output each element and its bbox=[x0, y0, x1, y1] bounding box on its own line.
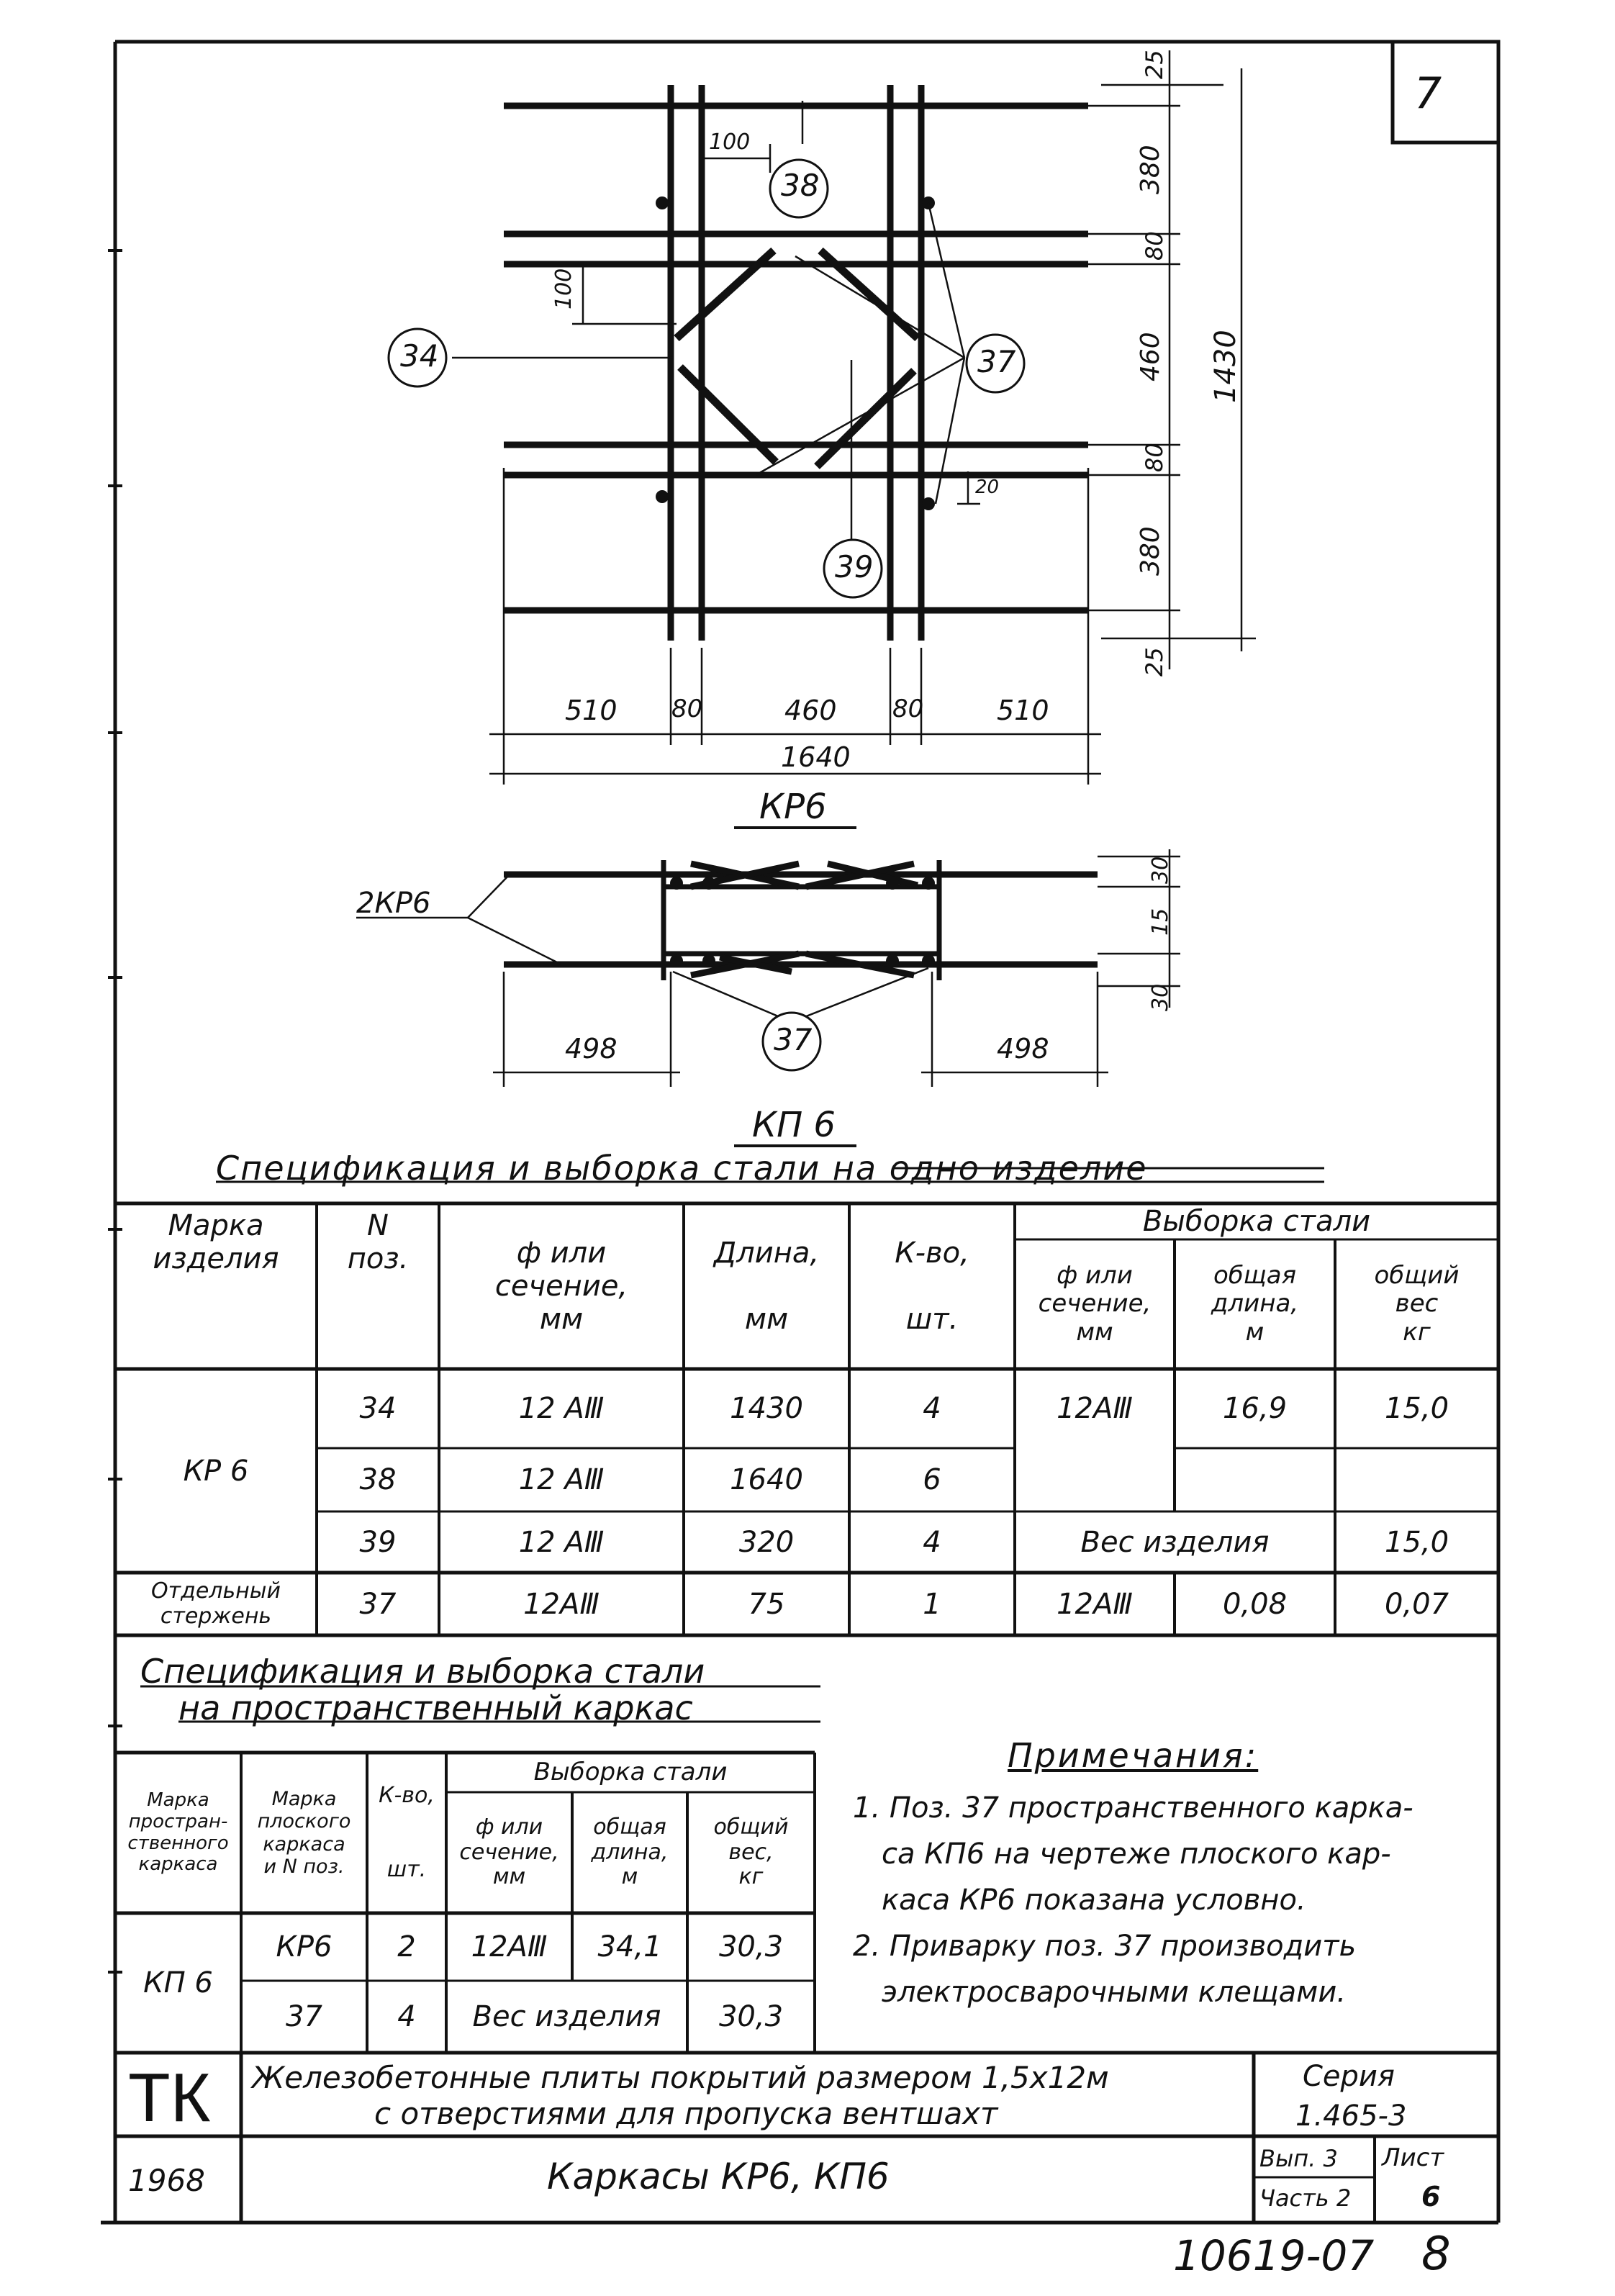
spec1-row3-qty: 4 bbox=[923, 1525, 941, 1559]
spec1-row1-section: 12 АⅢ bbox=[518, 1392, 605, 1425]
series-label: Серия bbox=[1303, 2060, 1395, 2093]
spec1-header-qty: К-во, шт. bbox=[895, 1237, 969, 1336]
dim-100-a: 100 bbox=[709, 130, 751, 155]
spec1-single-mark: Отдельный стержень bbox=[151, 1578, 281, 1629]
kp6-dim-30-top: 30 bbox=[1148, 856, 1173, 884]
kp6-dim-30-bottom: 30 bbox=[1148, 983, 1173, 1011]
dim-h-80-right: 80 bbox=[892, 695, 924, 723]
spec1-header-mark: Марка изделия bbox=[153, 1209, 279, 1275]
dim-h-total-1640: 1640 bbox=[781, 741, 851, 773]
spec2-header-qty: К-во, шт. bbox=[379, 1782, 435, 1882]
note-line: 2. Приварку поз. 37 производить bbox=[853, 1930, 1357, 1963]
spec1-single-qty: 1 bbox=[923, 1587, 941, 1621]
spec2-title-line2: на пространственный каркас bbox=[178, 1689, 693, 1727]
spec2-group-mark: КП 6 bbox=[143, 1966, 213, 1999]
spec2-row2-weight-label: Вес изделия bbox=[472, 2000, 661, 2033]
spec1-row1-qty: 4 bbox=[923, 1392, 941, 1425]
dim-h-510-left: 510 bbox=[565, 695, 618, 726]
spec2-row2-flat-mark: 37 bbox=[286, 2000, 322, 2033]
spec1-row3-weight-label: Вес изделия bbox=[1080, 1525, 1270, 1559]
spec2-row1-flat-mark: КР6 bbox=[276, 1930, 332, 1963]
spec1-header-steel-weight: общий вес кг bbox=[1374, 1261, 1460, 1347]
spec1-header-pos: N поз. bbox=[347, 1209, 409, 1275]
note-line: электросварочными клещами. bbox=[882, 1976, 1347, 2009]
kp6-diagonals bbox=[691, 864, 918, 975]
spec1-row3-section: 12 АⅢ bbox=[518, 1525, 605, 1559]
note-line: каса КР6 показана условно. bbox=[882, 1884, 1306, 1917]
page-number: 8 bbox=[1421, 2228, 1451, 2281]
notes-list bbox=[853, 1785, 1486, 2015]
spec2-header-steel-section: ф или сечение, мм bbox=[459, 1814, 559, 1890]
dim-v-total-1430: 1430 bbox=[1209, 330, 1242, 403]
spec2-row1-steel-weight: 30,3 bbox=[718, 1930, 784, 1963]
spec1-row2-pos: 38 bbox=[359, 1463, 397, 1496]
note-line: 1. Поз. 37 пространственного карка- bbox=[853, 1791, 1413, 1825]
kr6-diagonal-bars bbox=[677, 250, 918, 466]
kp6-dims bbox=[493, 849, 1180, 1146]
spec2-title-line1: Спецификация и выборка стали bbox=[140, 1652, 705, 1691]
spec1-row3-steel-weight: 15,0 bbox=[1384, 1525, 1449, 1559]
dim-v-460: 460 bbox=[1136, 332, 1165, 381]
kp6-dim-498-left: 498 bbox=[565, 1033, 618, 1065]
spec1-header-section: ф или сечение, мм bbox=[494, 1237, 628, 1336]
spec2-header-mark: Марка простран- ственного каркаса bbox=[127, 1789, 229, 1876]
spec1-row1-steel-weight: 15,0 bbox=[1384, 1392, 1449, 1425]
series-value: 1.465-3 bbox=[1295, 2100, 1407, 2133]
part: Часть 2 bbox=[1259, 2184, 1352, 2212]
spec1-row1-steel-section: 12АⅢ bbox=[1057, 1392, 1133, 1425]
spec1-header-steel-length: общая длина, м bbox=[1211, 1261, 1299, 1347]
year: 1968 bbox=[128, 2163, 205, 2198]
spec2-row2-steel-weight: 30,3 bbox=[718, 2000, 784, 2033]
spec1-row2-qty: 6 bbox=[923, 1463, 941, 1496]
spec1-single-length: 75 bbox=[748, 1587, 785, 1621]
dim-v-25-bottom: 25 bbox=[1141, 647, 1168, 677]
spec1-row3-pos: 39 bbox=[359, 1525, 397, 1559]
kp6-2kr6-label: 2КР6 bbox=[356, 887, 431, 920]
balloon-39-label: 39 bbox=[835, 549, 874, 584]
balloon-38-label: 38 bbox=[781, 168, 820, 203]
dim-v-25-top: 25 bbox=[1141, 50, 1168, 79]
issue: Вып. 3 bbox=[1259, 2145, 1338, 2172]
spec1-row1-length: 1430 bbox=[730, 1392, 803, 1425]
spec1-header-steel-section: ф или сечение, мм bbox=[1038, 1261, 1152, 1347]
project-title-line2: с отверстиями для пропуска вентшахт bbox=[374, 2096, 998, 2131]
spec1-row1-pos: 34 bbox=[359, 1392, 397, 1425]
spec1-single-section: 12АⅢ bbox=[523, 1587, 600, 1621]
spec1-title: Спецификация и выборка стали на одно изделие bbox=[216, 1149, 1148, 1188]
kp6-title: КП 6 bbox=[752, 1105, 836, 1145]
spec2-header-flat-mark: Марка плоского каркаса и N поз. bbox=[257, 1788, 351, 1878]
kr6-title: КР6 bbox=[759, 787, 827, 827]
spec1-single-steel-section: 12АⅢ bbox=[1057, 1587, 1133, 1621]
spec1-row3-length: 320 bbox=[738, 1525, 795, 1559]
spec1-group-mark: КР 6 bbox=[183, 1454, 249, 1488]
dim-v-380-top: 380 bbox=[1136, 145, 1165, 194]
position-balloons bbox=[389, 160, 1024, 1070]
spec2-row1-qty: 2 bbox=[397, 1930, 416, 1963]
spec2-row1-steel-section: 12АⅢ bbox=[471, 1930, 548, 1963]
sheet-label: Лист bbox=[1382, 2143, 1444, 2172]
balloon-34-label: 34 bbox=[400, 338, 439, 374]
dim-v-80-bottom: 80 bbox=[1141, 443, 1168, 472]
project-title-line1: Железобетонные плиты покрытий размером 1,5х12м bbox=[252, 2060, 1109, 2095]
sheet-number: 6 bbox=[1421, 2181, 1441, 2213]
doc-number: 10619-07 bbox=[1173, 2231, 1375, 2280]
spec1-header-steel: Выборка стали bbox=[1142, 1205, 1371, 1238]
spec2-row2-qty: 4 bbox=[397, 2000, 416, 2033]
sheet-corner-number: 7 bbox=[1414, 68, 1442, 119]
spec1-row2-length: 1640 bbox=[730, 1463, 803, 1496]
spec1-single-steel-length: 0,08 bbox=[1222, 1587, 1288, 1621]
dim-h-460: 460 bbox=[784, 695, 837, 726]
dim-100-b: 100 bbox=[551, 268, 576, 309]
kp6-balloon-37-label: 37 bbox=[774, 1022, 813, 1057]
spec1-single-pos: 37 bbox=[359, 1587, 397, 1621]
dim-20: 20 bbox=[975, 476, 1000, 498]
spec1-header-length: Длина, мм bbox=[713, 1237, 820, 1336]
kp6-dim-498-right: 498 bbox=[997, 1033, 1049, 1065]
note-line: са КП6 на чертеже плоского кар- bbox=[882, 1838, 1391, 1871]
kp6-leaders bbox=[356, 874, 928, 1022]
dim-h-80-left: 80 bbox=[671, 695, 703, 723]
kp6-dim-15: 15 bbox=[1148, 908, 1173, 936]
notes-title: Примечания: bbox=[1008, 1736, 1259, 1775]
spec1-row2-section: 12 АⅢ bbox=[518, 1463, 605, 1496]
spec2-row1-steel-length: 34,1 bbox=[597, 1930, 662, 1963]
dim-v-80-top: 80 bbox=[1141, 231, 1168, 261]
kr6-bottom-dim-chain bbox=[489, 468, 1101, 828]
spec1-single-steel-weight: 0,07 bbox=[1384, 1587, 1449, 1621]
org-code: ТК bbox=[128, 2059, 211, 2136]
spec2-header-steel-length: общая длина, м bbox=[591, 1814, 669, 1890]
balloon-37-label: 37 bbox=[977, 344, 1016, 379]
dim-h-510-right: 510 bbox=[997, 695, 1049, 726]
spec1-row1-steel-length: 16,9 bbox=[1222, 1392, 1288, 1425]
dim-v-380-bottom: 380 bbox=[1136, 526, 1165, 576]
spec2-header-steel: Выборка стали bbox=[533, 1757, 728, 1786]
sheet-name: Каркасы КР6, КП6 bbox=[547, 2156, 890, 2197]
spec2-header-steel-weight: общий вес, кг bbox=[713, 1814, 789, 1890]
kp6-drawing bbox=[356, 849, 1180, 1146]
